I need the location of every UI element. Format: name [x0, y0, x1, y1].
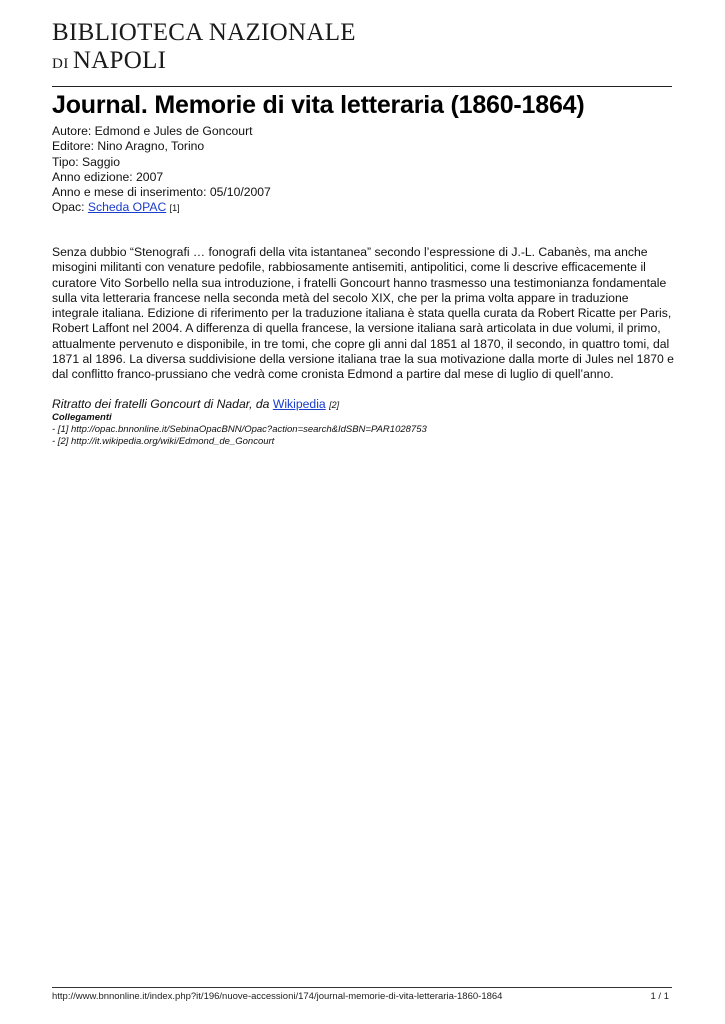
link-item-2: - [2] http://it.wikipedia.org/wiki/Edmond_de_Goncourt [52, 435, 275, 447]
image-caption [52, 397, 339, 411]
logo-line-napoli [52, 48, 356, 73]
footer-divider [52, 987, 672, 988]
opac-ref: [1] [169, 203, 180, 214]
logo-napoli: NAPOLI [72, 47, 167, 74]
links-heading: Collegamenti [52, 412, 112, 423]
page-title: Journal. Memorie di vita letteraria (1860-1864) [52, 91, 585, 119]
logo-line-biblioteca: BIBLIOTECA NAZIONALE [52, 19, 356, 46]
links-list [52, 424, 427, 447]
caption-ref: [2] [329, 400, 340, 410]
review-body: Senza dubbio “Stenografi … fonografi della vita istantanea” secondo l’espressione di J.-L. Cabanès, ma anche misogini militanti con venature pedofile, rabbiosamente antisemiti, antipolitici, come li descrive efficacemente il curatore Vito Sorbello nella sua introduzione, i fratelli Goncourt hanno trasmesso una testimonianza fondamentale sulla vita letteraria francese nella seconda metà del secolo XIX, che per la prima volta appare in traduzione integrale italiana. Edizione di riferimento per la traduzione italiana è stata quella curata da Robert Ricatte per Paris, Robert Laffont nel 2004. A differenza di quella francese, la versione italiana sarà articolata in due volumi, il primo, attualmente pervenuto e disponibile, in tre tomi, che copre gli anni dal 1851 al 1870, il secondo, in quattro tomi, dal 1871 al 1896. La diversa suddivisione della versione italiana trae la sua motivazione dalla morte di Jules nel 1870 e dal conflitto franco-prussiano che vedrà come cronista Edmond a partire dal mese di luglio di quell’anno. [52, 245, 674, 382]
meta-inserted: Anno e mese di inserimento: 05/10/2007 [52, 185, 271, 200]
link-item-1: - [1] http://opac.bnnonline.it/SebinaOpacBNN/Opac?action=search&IdSBN=PAR1028753 [52, 424, 427, 435]
meta-publisher: Editore: Nino Aragno, Torino [52, 139, 205, 154]
book-metadata [52, 124, 271, 217]
meta-year: Anno edizione: 2007 [52, 169, 164, 184]
caption-text: Ritratto dei fratelli Goncourt di Nadar, da [52, 397, 273, 411]
opac-label: Opac: [52, 200, 88, 215]
footer-url: http://www.bnnonline.it/index.php?it/196/nuove-accessioni/174/journal-memorie-di-vita-letteraria-1860-1864 [52, 991, 503, 1002]
header-divider [52, 86, 672, 87]
opac-link[interactable]: Scheda OPAC [87, 200, 167, 215]
meta-type: Tipo: Saggio [52, 154, 120, 169]
page-number: 1 / 1 [650, 991, 669, 1002]
library-logo [52, 20, 356, 73]
meta-opac [52, 200, 271, 216]
logo-di: DI [52, 56, 69, 72]
wikipedia-link[interactable]: Wikipedia [272, 397, 326, 411]
meta-author: Autore: Edmond e Jules de Goncourt [52, 124, 253, 138]
